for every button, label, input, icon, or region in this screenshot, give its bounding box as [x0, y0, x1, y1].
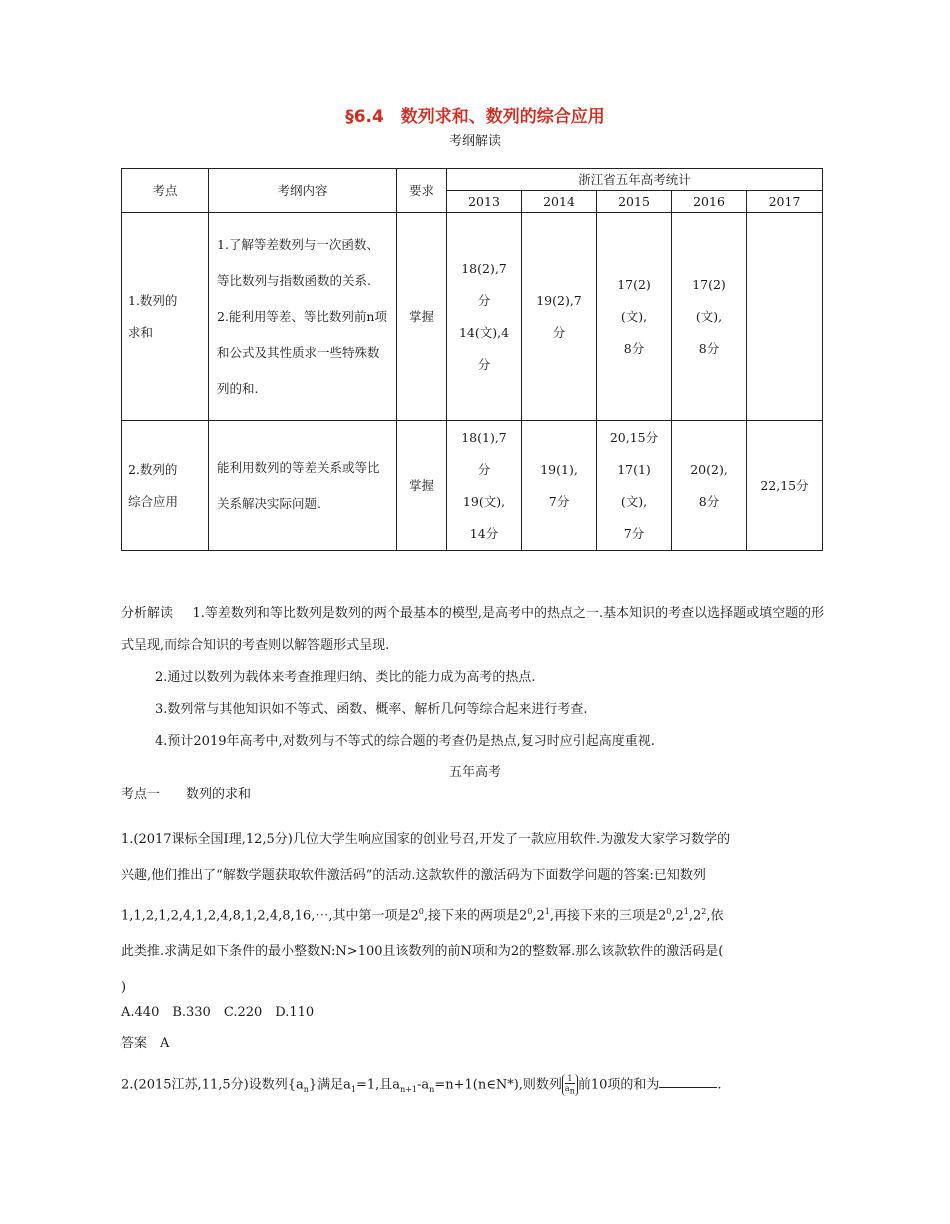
- page-subtitle: 考纲解读: [448, 134, 501, 149]
- section-heading: 五年高考: [448, 765, 501, 780]
- answer: 答案 A: [121, 1036, 170, 1051]
- cell-2014: 19(2),7 分: [522, 213, 597, 421]
- header-year: 2016: [672, 191, 747, 213]
- analysis-p4: 4.预计2019年高考中,对数列与不等式的综合题的考查仍是热点,复习时应引起高度重视.: [155, 734, 655, 749]
- header-year: 2013: [447, 191, 522, 213]
- exam-stats-table: [121, 168, 823, 551]
- header-year: 2017: [747, 191, 823, 213]
- analysis-section: [121, 598, 831, 758]
- choices: A.440 B.330 C.220 D.110: [121, 1005, 315, 1020]
- row-requirement: 掌握: [397, 421, 447, 551]
- row-content: 1.了解等差数列与一次函数、等比数列与指数函数的关系. 2.能利用等差、等比数列前n项和公式及其性质求一些特殊数列的和.: [209, 213, 397, 421]
- cell-2016: 20(2), 8分: [672, 421, 747, 551]
- cell-2016: 17(2) (文), 8分: [672, 213, 747, 421]
- cell-2017: 22,15分: [747, 421, 823, 551]
- question-1: 1.(2017课标全国Ⅰ理,12,5分)几位大学生响应国家的创业号召,开发了一款应用软件.为激发大家学习数学的 兴趣,他们推出了“解数学题获取软件激活码”的活动.这款软件的激活码为下面数学问题的答案:已知数列 1,1,2,1,2,4,1,2,4,8,1,2,4,8,16,⋯,其中第一项是$2^0$,接下来的两项是$2^0,2^1$,再接下来的三项是$2^0,2^1,2^2$,依 此类推.求满足如下条件的最小整数N:N>100且该数列的前N项和为2的整数幂.那么该款软件的激活码是( ): [121, 832, 731, 996]
- page-title: §6.4 数列求和、数列的综合应用: [345, 107, 605, 127]
- fraction-1-over-an: $\frac{1}{a_n}$: [562, 1074, 578, 1096]
- header-requirement: 要求: [397, 169, 447, 213]
- header-content: 考纲内容: [209, 169, 397, 213]
- cell-2014: 19(1), 7分: [522, 421, 597, 551]
- cell-2017: [747, 213, 823, 421]
- table-row: [122, 421, 823, 551]
- kaodian-heading: 考点一 数列的求和: [121, 787, 252, 802]
- cell-2013: 18(2),7 分 14(文),4 分: [447, 213, 522, 421]
- analysis-p2: 2.通过以数列为载体来考查推理归纳、类比的能力成为高考的热点.: [155, 670, 536, 685]
- answer-blank[interactable]: [659, 1075, 717, 1088]
- header-year: 2014: [522, 191, 597, 213]
- analysis-p3: 3.数列常与其他知识如不等式、函数、概率、解析几何等综合起来进行考查.: [155, 702, 588, 717]
- table-row: [122, 213, 823, 421]
- question-2: 2.(2015江苏,11,5分)设数列$\{a_n\}$满足$a_1=1$,且$a_{n+1}-a_n=n+1(n\in N*)$,则数列 $\frac{1}{a_n}$前10项的和为 .: [121, 1074, 722, 1096]
- row-requirement: 掌握: [397, 213, 447, 421]
- analysis-p1: 分析解读 1.等差数列和等比数列是数列的两个最基本的模型,是高考中的热点之一.基本知识的考查以选择题或填空题的形式呈现,而综合知识的考查则以解答题形式呈现.: [121, 606, 825, 653]
- cell-2015: 20,15分 17(1) (文), 7分: [597, 421, 672, 551]
- row-kaodian: 2.数列的 综合应用: [122, 421, 209, 551]
- cell-2015: 17(2) (文), 8分: [597, 213, 672, 421]
- header-year: 2015: [597, 191, 672, 213]
- header-stats: 浙江省五年高考统计: [447, 169, 823, 191]
- header-kaodian: 考点: [122, 169, 209, 213]
- row-kaodian: 1.数列的 求和: [122, 213, 209, 421]
- cell-2013: 18(1),7 分 19(文), 14分: [447, 421, 522, 551]
- row-content: 能利用数列的等差关系或等比关系解决实际问题.: [209, 421, 397, 551]
